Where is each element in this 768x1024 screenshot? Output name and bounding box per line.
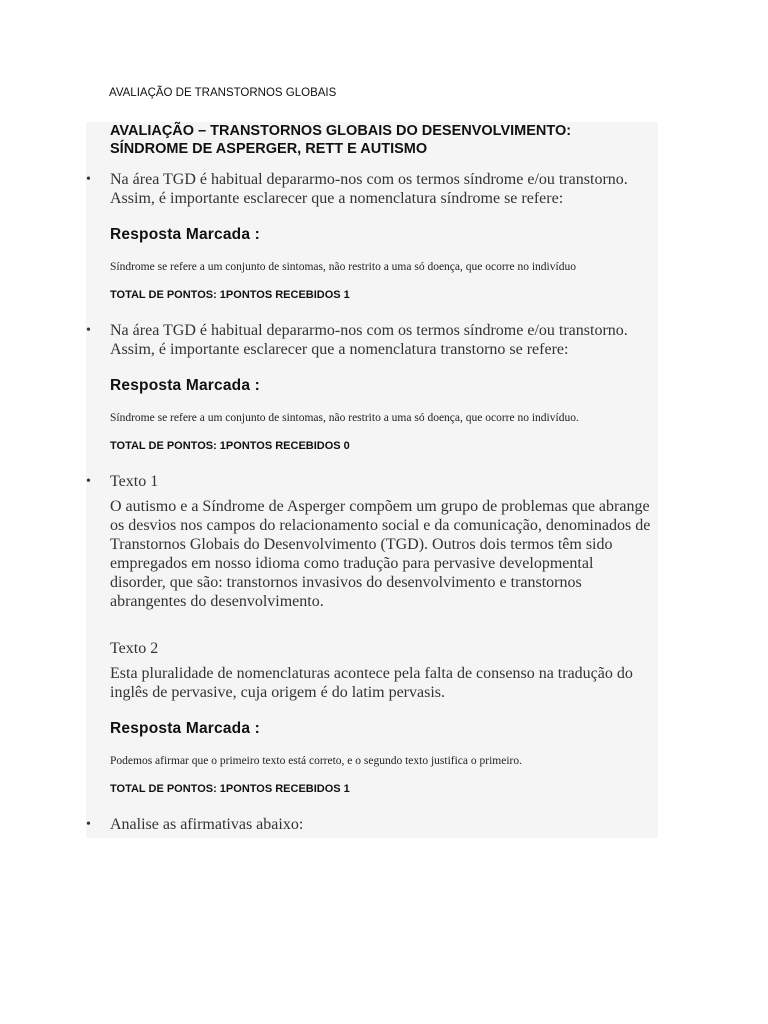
response-label: Resposta Marcada : [110, 720, 261, 737]
question-4 [86, 815, 652, 838]
question-3-heading: Texto 1 [110, 473, 159, 490]
question-3-subheading: Texto 2 [110, 640, 159, 657]
document-body [86, 122, 658, 838]
question-4-text: Analise as afirmativas abaixo: [110, 816, 304, 833]
question-3-paragraph-1: O autismo e a Síndrome de Asperger compõem um grupo de problemas que abrange os desvios nos campos do relacionamento social e da comunicação, denominados de Transtornos Globais do Desenvolvimento (TGD). Outros dois termos têm sido empregados em nosso idioma como tradução para pervasive developmental disorder, que são: transtornos invasivos do desenvolvimento e transtornos abrangentes do desenvolvimento. [110, 498, 651, 610]
question-3-paragraph-2: Esta pluralidade de nomenclaturas acontece pela falta de consenso na tradução do inglês de pervasive, cuja origem é do latim pervasis. [110, 665, 633, 701]
bullet-icon: • [86, 172, 91, 187]
score-3: TOTAL DE PONTOS: 1PONTOS RECEBIDOS 1 [110, 783, 350, 795]
bullet-icon: • [86, 474, 91, 489]
question-3 [86, 472, 652, 491]
question-1 [86, 170, 652, 208]
answer-3: Podemos afirmar que o primeiro texto está correto, e o segundo texto justifica o primeiro. [110, 755, 522, 767]
response-label: Resposta Marcada : [110, 226, 261, 243]
score-1: TOTAL DE PONTOS: 1PONTOS RECEBIDOS 1 [110, 289, 350, 301]
question-2 [86, 321, 652, 359]
score-2: TOTAL DE PONTOS: 1PONTOS RECEBIDOS 0 [110, 440, 350, 452]
document-title: AVALIAÇÃO – TRANSTORNOS GLOBAIS DO DESENVOLVIMENTO: SÍNDROME DE ASPERGER, RETT E AUTISMO [110, 123, 572, 157]
answer-2: Síndrome se refere a um conjunto de sintomas, não restrito a uma só doença, que ocorre no indivíduo. [110, 412, 579, 424]
page-header: AVALIAÇÃO DE TRANSTORNOS GLOBAIS [109, 87, 337, 99]
answer-1: Síndrome se refere a um conjunto de sintomas, não restrito a uma só doença, que ocorre no indivíduo [110, 261, 576, 273]
question-1-text: Na área TGD é habitual depararmo-nos com os termos síndrome e/ou transtorno. Assim, é importante esclarecer que a nomenclatura síndrome se refere: [110, 171, 628, 207]
response-label: Resposta Marcada : [110, 377, 261, 394]
bullet-icon: • [86, 817, 91, 832]
question-2-text: Na área TGD é habitual depararmo-nos com os termos síndrome e/ou transtorno. Assim, é importante esclarecer que a nomenclatura transtorno se refere: [110, 322, 628, 358]
bullet-icon: • [86, 323, 91, 338]
